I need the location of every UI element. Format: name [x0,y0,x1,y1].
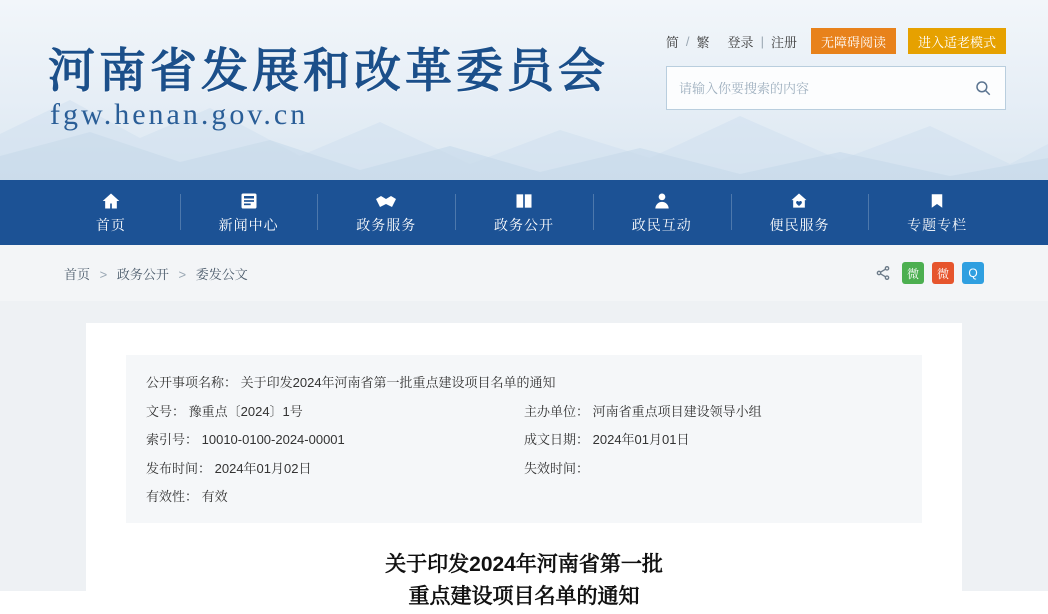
nav-label: 政民互动 [631,216,692,233]
news-icon [239,191,259,211]
document-title-line1: 关于印发2024年河南省第一批 [385,552,663,576]
header-top-links [664,28,1006,54]
nav-item-convenience[interactable] [731,180,869,245]
breadcrumb-item-documents[interactable]: 委发公文 [195,266,248,282]
meta-item-name [146,373,902,393]
accessible-reading-button[interactable]: 无障碍阅读 [811,28,896,54]
nav-label: 首页 [95,216,126,233]
breadcrumb-row [0,245,1048,301]
nav-item-topics[interactable] [868,180,1006,245]
elder-mode-button[interactable]: 进入适老模式 [908,28,1006,54]
link-divider: | [760,33,764,49]
meta-publish [146,459,524,479]
meta-docno-label: 文号： [146,403,186,419]
content-area [0,301,1048,609]
meta-index-value: 10010-0100-2024-00001 [201,432,345,447]
document-meta-box [126,355,922,523]
meta-item-name-value: 关于印发2024年河南省第一批重点建设项目名单的通知 [240,375,556,390]
share-weibo-icon[interactable]: 微 [932,262,954,284]
site-domain: fgw.henan.gov.cn [50,98,309,131]
nav-label: 政务公开 [494,216,555,233]
book-icon [513,191,535,211]
share-group [872,262,984,284]
nav-label: 政务服务 [356,216,417,233]
nav-item-home[interactable] [42,180,180,245]
search-bar[interactable] [666,66,1006,110]
meta-index [146,430,524,450]
meta-host-unit [524,402,902,422]
meta-docno-value: 豫重点〔2024〕1号 [188,403,303,419]
meta-publish-value: 2024年01月02日 [214,460,312,476]
nav-item-news[interactable] [180,180,318,245]
home-icon [100,191,122,211]
search-input[interactable] [667,67,961,109]
search-icon[interactable] [961,67,1005,109]
meta-done-date [524,430,902,450]
main-nav [0,180,1048,245]
meta-docno [146,402,524,422]
nav-label: 新闻中心 [218,216,279,233]
breadcrumb-item-home[interactable]: 首页 [64,266,91,282]
bookmark-icon [928,191,946,211]
share-qq-icon[interactable]: Q [962,262,984,284]
lang-traditional-link[interactable]: 繁 [696,34,710,50]
meta-row-index [146,430,902,450]
meta-publish-label: 发布时间： [146,460,212,476]
lang-slash: / [685,33,690,49]
nav-label: 专题专栏 [907,216,968,233]
meta-done-date-value: 2024年01月01日 [592,432,690,447]
nav-item-interaction[interactable] [593,180,731,245]
breadcrumb-separator: > [178,266,187,282]
meta-index-label: 索引号： [146,432,199,447]
register-link[interactable]: 注册 [770,34,797,50]
handshake-icon [374,191,398,211]
lang-simplified-link[interactable]: 简 [665,34,679,50]
meta-expire-label: 失效时间： [524,460,590,476]
meta-item-name-label: 公开事项名称： [146,375,238,390]
meta-host-unit-label: 主办单位： [524,403,590,419]
site-title: 河南省发展和改革委员会 [48,46,609,98]
site-header [0,0,1048,180]
document-title-line2: 重点建设项目名单的通知 [408,585,640,609]
share-nodes-icon[interactable] [872,262,894,284]
meta-done-date-label: 成文日期： [524,432,590,447]
document-card [86,323,962,609]
breadcrumb [64,264,872,283]
login-link[interactable]: 登录 [727,34,754,50]
nav-item-services[interactable] [317,180,455,245]
meta-row-publish [146,459,902,479]
breadcrumb-separator: > [99,266,108,282]
meta-validity-label: 有效性： [146,489,199,504]
meta-host-unit-value: 河南省重点项目建设领导小组 [592,403,762,419]
meta-expire [524,459,902,479]
meta-row-docno [146,402,902,422]
nav-item-affairs-open[interactable] [455,180,593,245]
document-title [126,523,922,614]
house-heart-icon [788,191,810,211]
share-wechat-icon[interactable]: 微 [902,262,924,284]
nav-label: 便民服务 [769,216,830,233]
person-icon [652,191,672,211]
meta-validity-value: 有效 [201,489,228,504]
breadcrumb-item-affairs-open[interactable]: 政务公开 [116,266,169,282]
meta-validity [146,487,902,507]
